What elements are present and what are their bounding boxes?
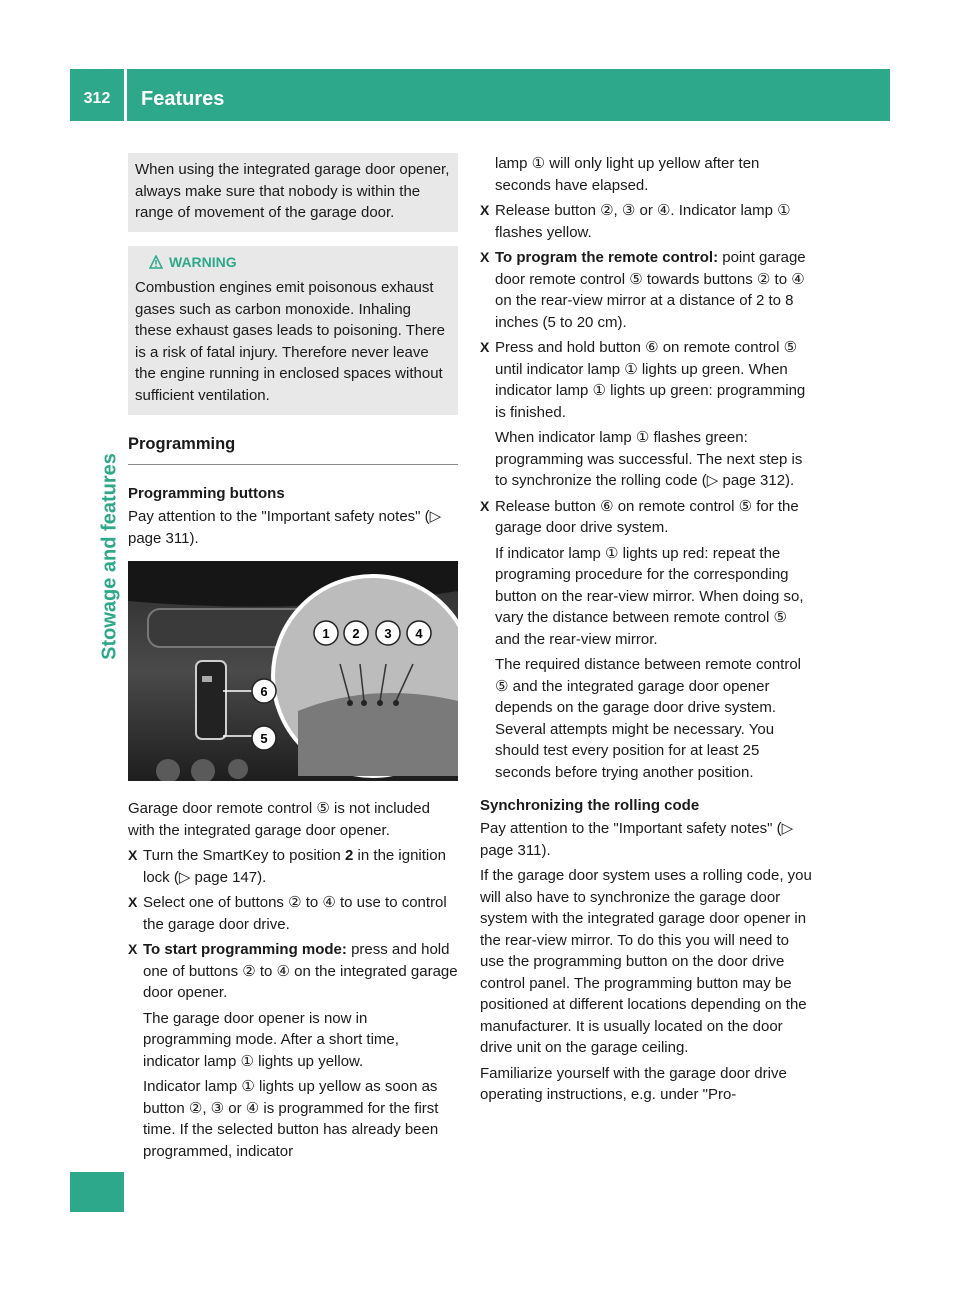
step6-sub: When indicator lamp ① flashes green: programming was successful. The next step is to synchronize the rolling code (▷ page 312). (495, 429, 803, 489)
step2-text: Select one of buttons ② to ④ to use to control the garage door drive. (143, 894, 447, 933)
rolling-p1: Pay attention to the "Important safety notes" (▷ page 311). (480, 820, 794, 859)
side-tab-label: Stowage and features (98, 453, 121, 660)
step-turn-smartkey (128, 845, 458, 888)
callout-1 (314, 621, 338, 645)
warning-title: WARNING (169, 253, 237, 270)
step-program-remote (480, 247, 812, 333)
step1-text-a: Turn the SmartKey to position (143, 847, 346, 864)
step5-bold: To program the remote control: (495, 249, 719, 266)
mirror-buttons-figure (128, 561, 458, 781)
callout-3 (376, 621, 400, 645)
x-bullet-icon: X (128, 847, 138, 863)
warning-triangle-icon (149, 255, 163, 269)
x-bullet-icon: X (480, 339, 490, 355)
step3-text: press and hold one of buttons ② to ④ on the integrated garage door opener. (143, 941, 458, 1001)
remote-control (196, 661, 226, 739)
x-bullet-icon: X (480, 497, 490, 514)
after-figure-text: Garage door remote control ⑤ is not included with the integrated garage door opener. (128, 800, 430, 839)
callout-1-label: 1 (322, 626, 330, 641)
note-box (128, 153, 458, 232)
chapter-title: Features (141, 88, 225, 110)
callout-3-label: 3 (384, 626, 392, 641)
page-number: 312 (83, 90, 111, 107)
x-bullet-icon: X (128, 894, 138, 910)
warning-header (135, 252, 451, 275)
step3-sub1: The garage door opener is now in programming mode. After a short time, indicator lamp ① lights up yellow. (143, 1009, 399, 1070)
page-number-box (70, 69, 124, 121)
step-press-hold (480, 337, 812, 423)
note-text: When using the integrated garage door opener, always make sure that nobody is within the range of movement of the garage door. (135, 161, 450, 221)
step3-sub2: Indicator lamp ① lights up yellow as soon as button ②, ③ or ④ is programmed for the first time. If the selected button has already been programmed, indicator (143, 1078, 439, 1160)
step-release-button (480, 200, 812, 243)
section-heading: Programming (128, 435, 458, 465)
left-column (128, 153, 458, 1162)
callout-2-label: 2 (352, 626, 360, 641)
continued-text: lamp ① will only light up yellow after ten seconds have elapsed. (495, 155, 760, 194)
rolling-p2: If the garage door system uses a rolling code, you will also have to synchronize the garage door system with the integrated garage door opener in the rear-view mirror. To do this you will need to use the programming button on the door drive control panel. The programming button may be positioned at different locations depending on the manufacturer. It is usually located on the door drive unit on the garage ceiling. (480, 867, 812, 1056)
chapter-title-box (127, 69, 890, 121)
right-column (480, 153, 812, 1106)
x-bullet-icon: X (128, 941, 138, 957)
step-select-button (128, 892, 458, 935)
step6-text: Press and hold button ⑥ on remote control ⑤ until indicator lamp ① lights up green. When indicator lamp ① lights up green: programming is finished. (495, 339, 806, 421)
rolling-p3: Familiarize yourself with the garage door drive operating instructions, e.g. under "Pro- (480, 1064, 787, 1103)
step-start-programming (128, 939, 458, 1004)
intro-text: Pay attention to the "Important safety notes" (▷ page 311). (128, 508, 442, 547)
step-release-remote (480, 496, 812, 539)
side-tab-block (70, 1172, 124, 1212)
callout-6-label: 6 (260, 684, 268, 699)
step1-text-c: in the ignition lock (▷ page 147). (143, 847, 446, 886)
page-header (70, 69, 890, 121)
step1-bold: 2 (345, 847, 354, 864)
warning-box (128, 246, 458, 416)
x-bullet-icon: X (480, 249, 490, 265)
warning-text: Combustion engines emit poisonous exhaust gases such as carbon monoxide. Inhaling these exhaust gases leads to poisoning. There is a risk of fatal injury. Therefore never leave the engine running in enclosed spaces without sufficient ventilation. (135, 279, 445, 404)
step7-sub: If indicator lamp ① lights up red: repeat the programing procedure for the corresponding button on the rear-view mirror. When doing so, vary the distance between remote control ⑤ and the rear-view mirror. (495, 544, 804, 648)
subheading-programming-buttons: Programming buttons (128, 485, 285, 502)
step5-text: point garage door remote control ⑤ towards buttons ② to ④ on the rear-view mirror at a distance of 2 to 8 inches (5 to 20 cm). (495, 249, 806, 331)
step3-bold: To start programming mode: (143, 941, 347, 958)
callout-5 (252, 726, 276, 750)
callout-4 (407, 621, 431, 645)
callout-6 (252, 679, 276, 703)
callout-5-label: 5 (260, 731, 268, 746)
subheading-rolling-code: Synchronizing the rolling code (480, 797, 700, 814)
callout-2 (344, 621, 368, 645)
step4-text: Release button ②, ③ or ④. Indicator lamp ① flashes yellow. (495, 202, 791, 241)
callout-4-label: 4 (415, 626, 423, 641)
x-bullet-icon: X (480, 202, 490, 218)
step7-sub2: The required distance between remote control ⑤ and the integrated garage door opener depends on the garage door drive system. Several attempts might be necessary. You should test every position for at least 25 seconds before trying another position. (495, 656, 802, 781)
step7-text: Release button ⑥ on remote control ⑤ for the garage door drive system. (495, 497, 799, 536)
